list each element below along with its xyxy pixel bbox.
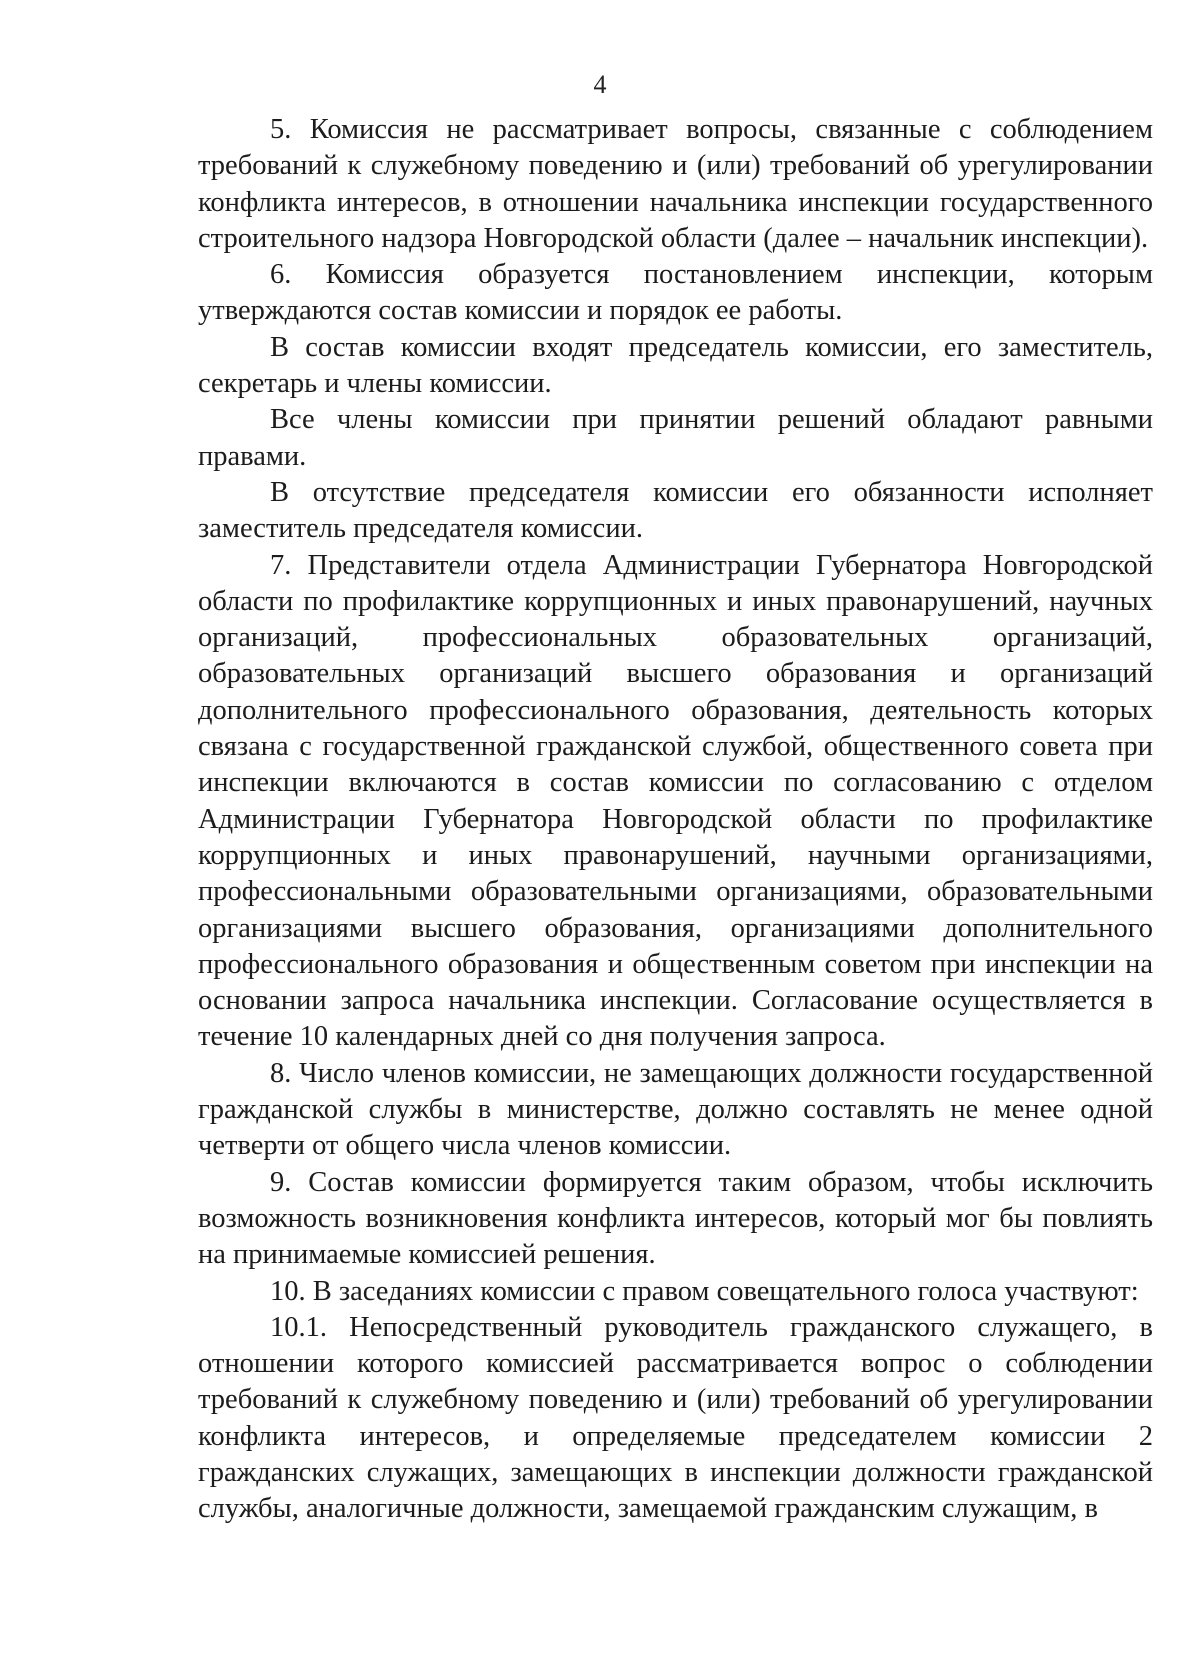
paragraph-6: 6. Комиссия образуется постановлением инспекции, которым утверждаются состав комиссии и порядок ее работы.	[198, 259, 1153, 327]
paragraph-7: 7. Представители отдела Администрации Губернатора Новгородской области по профилактике коррупционных и иных правонарушений, научных организаций, профессиональных образовательных организаций, образовательных организаций высшего образования и организаций дополнительного профессионального образования, деятельность которых связана с государственной гражданской службой, общественного совета при инспекции включаются в состав комиссии по согласованию с отделом Администрации Губернатора Новгородской области по профилактике коррупционных и иных правонарушений, научными организациями, профессиональными образовательными организациями, образовательными организациями высшего образования, организациями дополнительного профессионального образования и общественным советом при инспекции на основании запроса начальника инспекции. Согласование осуществляется в течение 10 календарных дней со дня получения запроса.	[198, 549, 1153, 1053]
paragraph-6-equal-rights: Все члены комиссии при принятии решений обладают равными правами.	[198, 404, 1153, 472]
paragraph-10: 10. В заседаниях комиссии с правом совещательного голоса участвуют:	[270, 1275, 1139, 1307]
paragraph-8: 8. Число членов комиссии, не замещающих должности государственной гражданской службы в министерстве, должно составлять не менее одной четверти от общего числа членов комиссии.	[198, 1057, 1153, 1162]
document-body	[198, 112, 1153, 1528]
page-number: 4	[593, 70, 607, 99]
paragraph-5: 5. Комиссия не рассматривает вопросы, связанные с соблюдением требований к служебному поведению и (или) требований об урегулировании конфликта интересов, в отношении начальника инспекции государственного строительного надзора Новгородской области (далее – начальник инспекции).	[198, 114, 1153, 254]
paragraph-10-1: 10.1. Непосредственный руководитель гражданского служащего, в отношении которого комиссией рассматривается вопрос о соблюдении требований к служебному поведению и (или) требований об урегулировании конфликта интересов, и определяемые председателем комиссии 2 гражданских служащих, замещающих в инспекции должности гражданской службы, аналогичные должности, замещаемой гражданским служащим, в	[198, 1311, 1153, 1525]
paragraph-9: 9. Состав комиссии формируется таким образом, чтобы исключить возможность возникновения конфликта интересов, который мог бы повлиять на принимаемые комиссией решения.	[198, 1166, 1153, 1271]
paragraph-6-composition: В состав комиссии входят председатель комиссии, его заместитель, секретарь и члены комиссии.	[198, 331, 1153, 400]
paragraph-6-absence: В отсутствие председателя комиссии его обязанности исполняет заместитель председателя комиссии.	[198, 476, 1153, 545]
